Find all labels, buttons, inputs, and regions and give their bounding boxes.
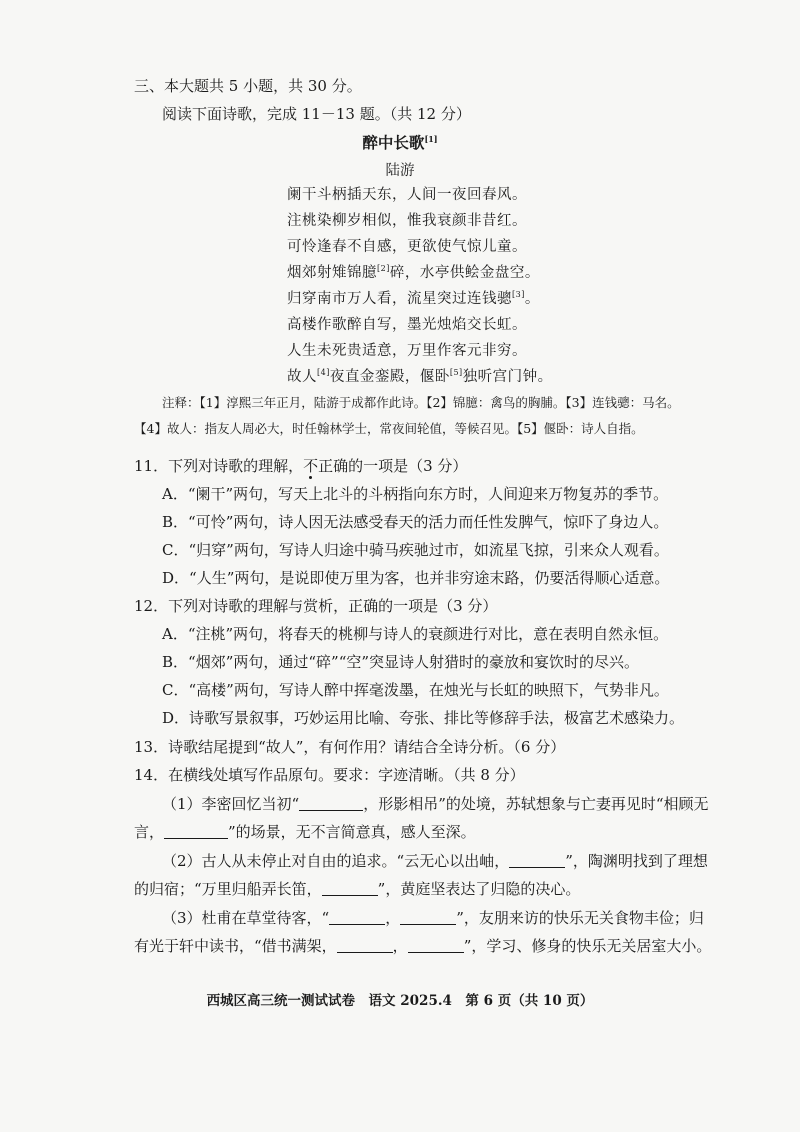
answer-blank[interactable] bbox=[408, 938, 464, 953]
question-14-part-2: （2）古人从未停止对自由的追求。“云无心以出岫， ”，陶渊明找到了理想 bbox=[162, 852, 708, 870]
question-11-option-d: D．“人生”两句，是说即使万里为客，也并非穷途末路，仍要活得顺心适意。 bbox=[162, 569, 670, 587]
reading-instruction: 阅读下面诗歌，完成 11－13 题。（共 12 分） bbox=[162, 105, 471, 123]
question-12-option-b: B．“烟郊”两句，通过“碎”“空”突显诗人射猎时的豪放和宴饮时的尽兴。 bbox=[162, 653, 640, 671]
answer-blank[interactable] bbox=[164, 824, 228, 839]
question-14-stem: 14．在横线处填写作品原句。要求：字迹清晰。（共 8 分） bbox=[134, 766, 525, 784]
question-11-option-a: A．“阑干”两句，写天上北斗的斗柄指向东方时，人间迎来万物复苏的季节。 bbox=[162, 485, 669, 503]
poem-line: 注桃染柳岁相似，惟我衰颜非昔红。 bbox=[287, 213, 527, 229]
question-14-part-1-cont: 言， ”的场景，无不言简意真，感人至深。 bbox=[134, 823, 476, 841]
poem-author: 陆游 bbox=[385, 163, 415, 179]
question-14-part-3-cont: 有光于轩中读书，“借书满架， ， ”，学习、修身的快乐无关居室大小。 bbox=[134, 937, 712, 955]
answer-blank[interactable] bbox=[400, 910, 456, 925]
question-14-part-1: （1）李密回忆当初“ ，形影相吊”的处境，苏轼想象与亡妻再见时“相顾无 bbox=[162, 795, 709, 813]
question-11-stem: 11．下列对诗歌的理解，不正确的一项是（3 分） bbox=[134, 457, 468, 475]
question-14-part-2-cont: 的归宿；“万里归船弄长笛， ”，黄庭坚表达了归隐的决心。 bbox=[134, 880, 581, 898]
poem-line: 阑干斗柄插天东，人间一夜回春风。 bbox=[287, 187, 527, 203]
answer-blank[interactable] bbox=[299, 796, 363, 811]
answer-blank[interactable] bbox=[329, 910, 385, 925]
question-11-option-c: C．“归穿”两句，写诗人归途中骑马疾驰过市，如流星飞掠，引来众人观看。 bbox=[162, 541, 669, 559]
question-12-option-a: A．“注桃”两句，将春天的桃柳与诗人的衰颜进行对比，意在表明自然永恒。 bbox=[162, 625, 669, 643]
question-14-part-3: （3）杜甫在草堂待客，“ ， ”，友朋来访的快乐无关食物丰俭；归 bbox=[162, 909, 704, 927]
poem-line: 高楼作歌醉自写，墨光烛焰交长虹。 bbox=[287, 317, 527, 333]
answer-blank[interactable] bbox=[337, 938, 393, 953]
page-footer: 西城区高三统一测试试卷 语文 2025.4 第 6 页（共 10 页） bbox=[206, 993, 594, 1009]
question-12-option-c: C．“高楼”两句，写诗人醉中挥毫泼墨，在烛光与长虹的映照下，气势非凡。 bbox=[162, 681, 669, 699]
question-13: 13．诗歌结尾提到“故人”，有何作用？请结合全诗分析。（6 分） bbox=[134, 738, 566, 756]
answer-blank[interactable] bbox=[322, 881, 378, 896]
poem-line: 人生未死贵适意，万里作客元非穷。 bbox=[287, 343, 527, 359]
question-12-option-d: D．诗歌写景叙事，巧妙运用比喻、夸张、排比等修辞手法，极富艺术感染力。 bbox=[162, 709, 685, 727]
question-11-option-b: B．“可怜”两句，诗人因无法感受春天的活力而任性发脾气，惊吓了身边人。 bbox=[162, 513, 669, 531]
answer-blank[interactable] bbox=[509, 853, 565, 868]
poem-title: 醉中长歌[1] bbox=[362, 133, 438, 152]
poem-line: 故人[4]夜直金銮殿，偃卧[5]独听宫门钟。 bbox=[287, 368, 553, 385]
poem-line: 可怜逢春不自感，更欲使气惊儿童。 bbox=[287, 239, 527, 255]
poem-notes-line-1: 注释：【1】淳熙三年正月，陆游于成都作此诗。【2】锦臆：禽鸟的胸脯。【3】连钱骢：马名。 bbox=[162, 395, 680, 410]
poem-line: 烟郊射雉锦臆[2]碎，水亭供鲙金盘空。 bbox=[287, 264, 540, 281]
section-header: 三、本大题共 5 小题，共 30 分。 bbox=[134, 77, 362, 95]
question-12-stem: 12．下列对诗歌的理解与赏析，正确的一项是（3 分） bbox=[134, 597, 498, 615]
poem-line: 归穿南市万人看，流星突过连钱骢[3]。 bbox=[287, 290, 540, 307]
poem-notes-line-2: 【4】故人：指友人周必大，时任翰林学士，常夜间轮值，等候召见。【5】偃卧：诗人自指。 bbox=[134, 421, 644, 436]
